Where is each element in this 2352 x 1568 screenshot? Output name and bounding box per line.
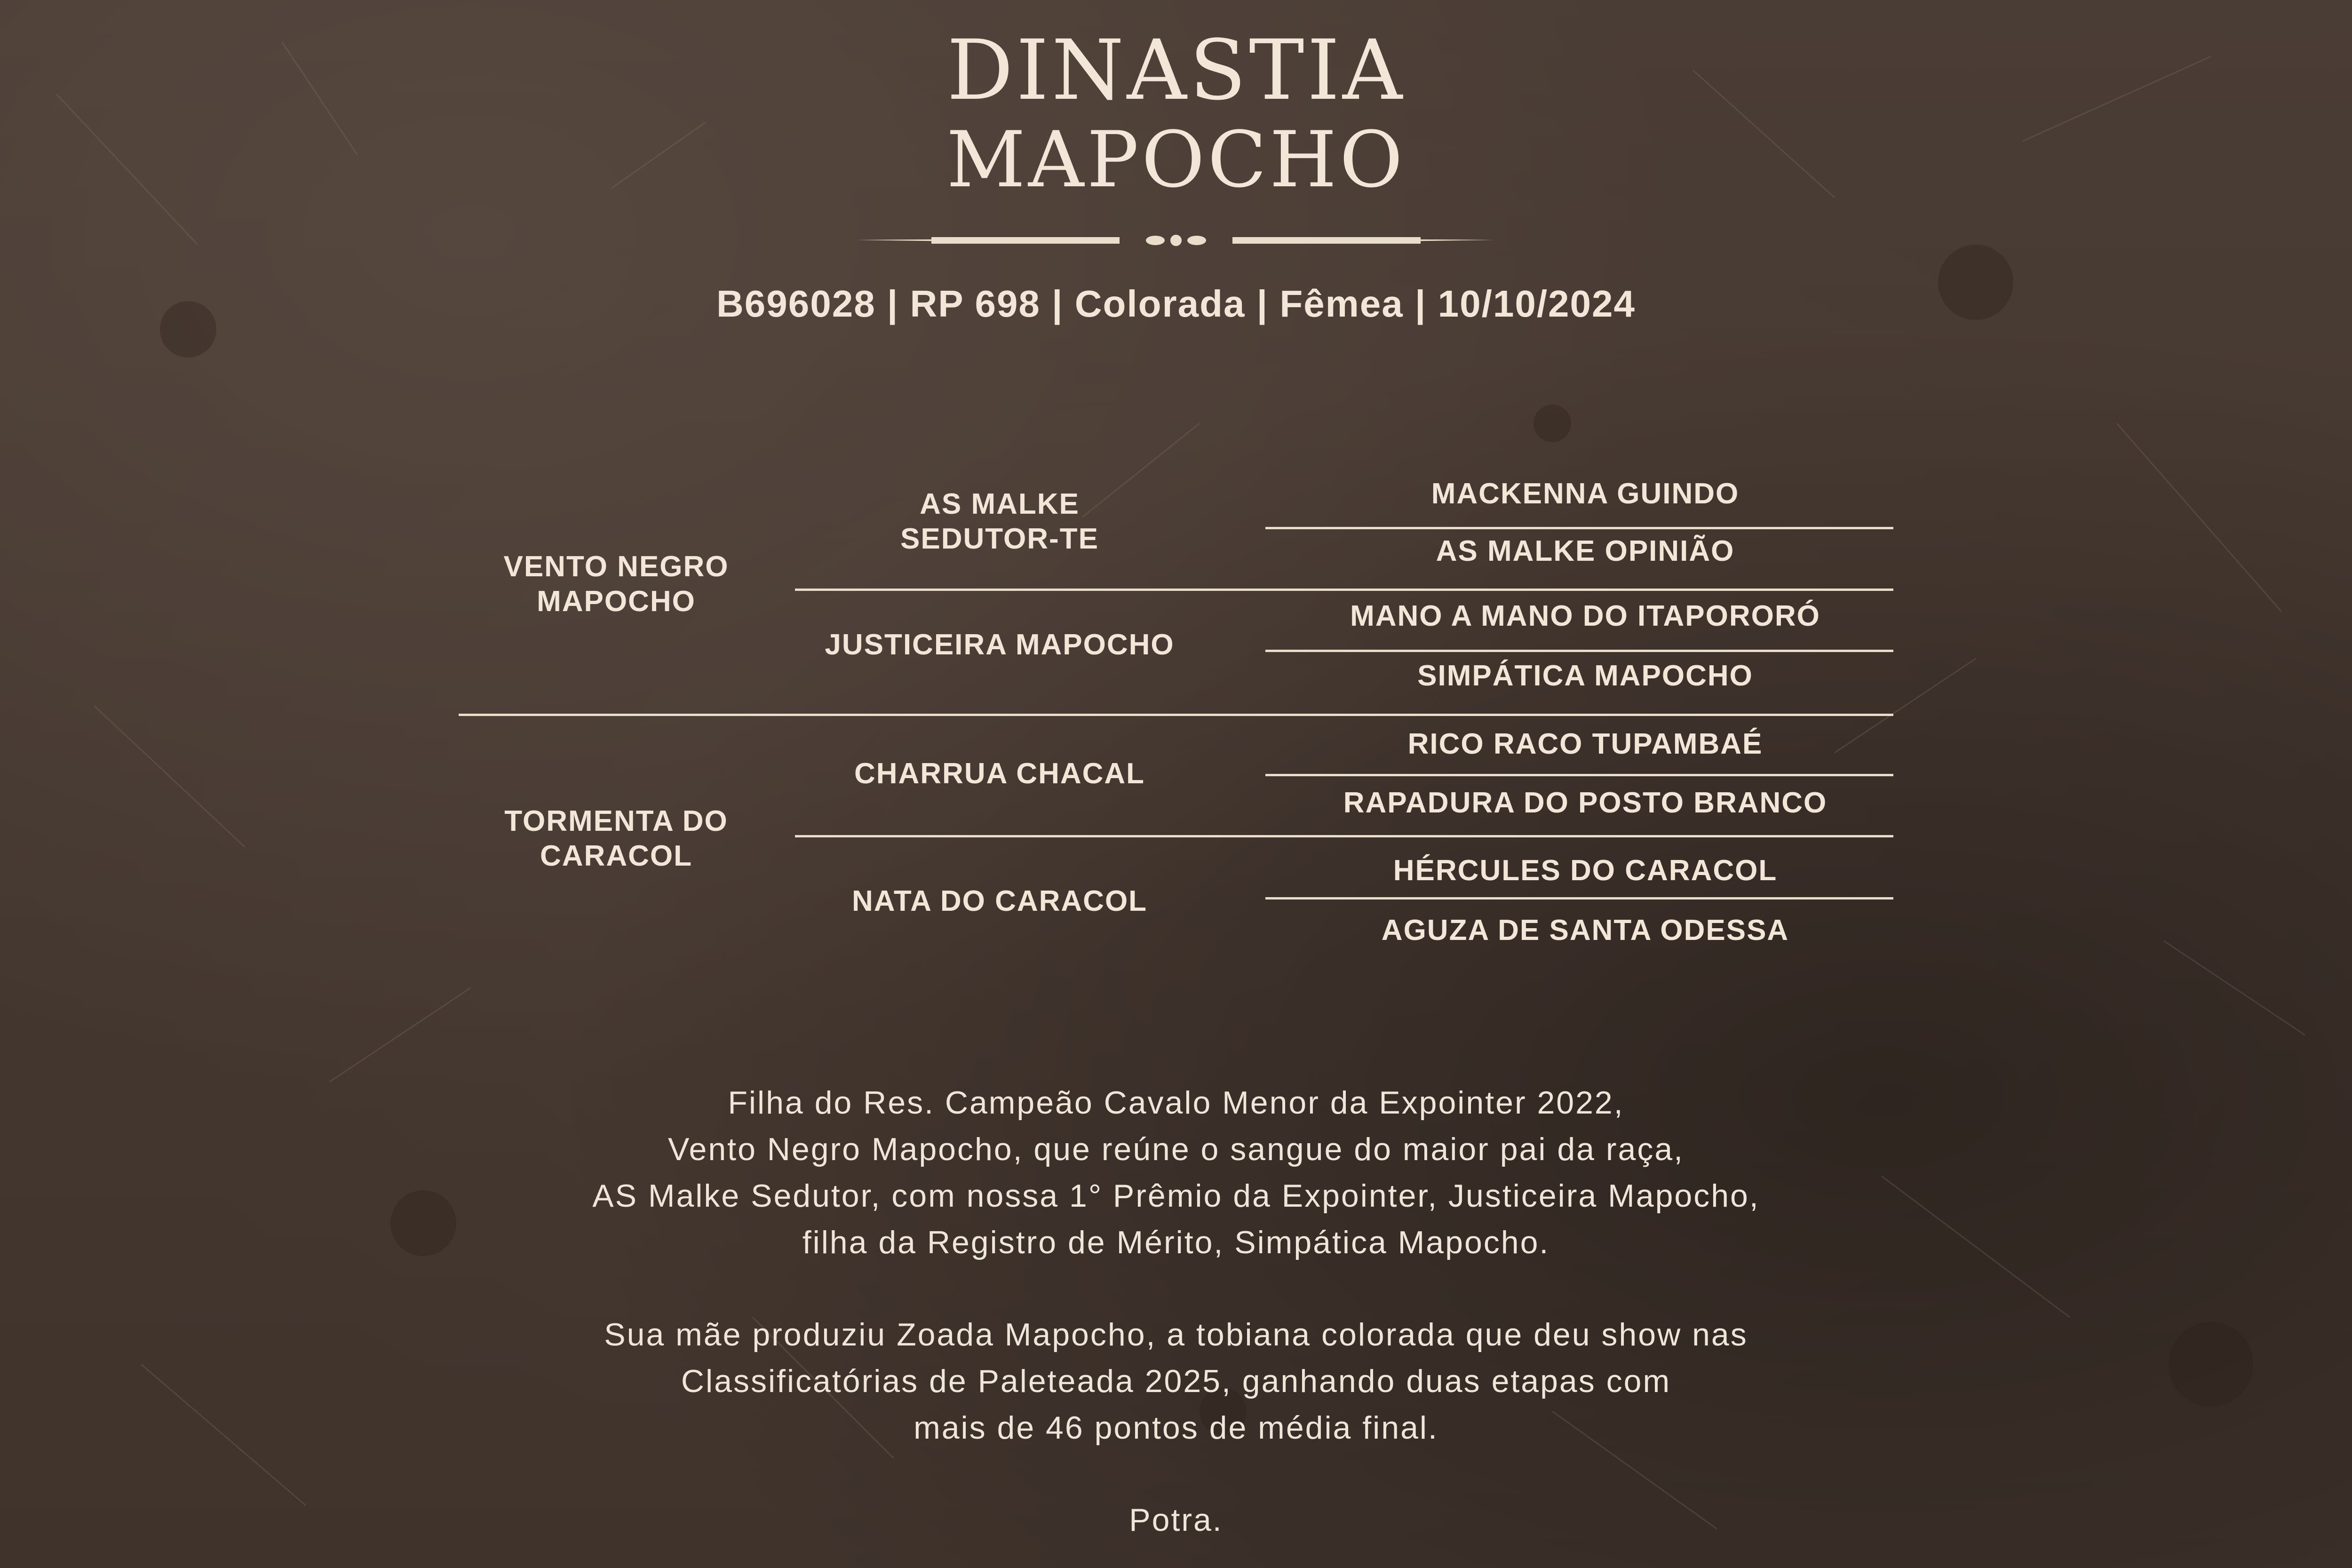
divider-line-main	[459, 714, 1893, 716]
dam-dam-name: NATA DO CARACOL	[851, 885, 1148, 917]
divider-line	[1265, 774, 1893, 776]
sire-name: VENTO NEGRO MAPOCHO	[503, 550, 729, 618]
registration-info: B696028 | RP 698 | Colorada | Fêmea | 10/10/2024	[716, 283, 1636, 325]
divider-line	[1265, 527, 1893, 529]
ancestor-4: SIMPÁTICA MAPOCHO	[1417, 660, 1753, 692]
closing-text: Potra.	[1129, 1502, 1223, 1538]
ancestor-1: MACKENNA GUINDO	[1431, 478, 1740, 510]
dam-name: TORMENTA DO CARACOL	[504, 805, 728, 872]
ornament-divider	[856, 226, 1496, 255]
description-line: Sua mãe produziu Zoada Mapocho, a tobiana colorada que deu show nas	[604, 1317, 1748, 1353]
ancestor-7: HÉRCULES DO CARACOL	[1393, 854, 1778, 887]
sire-sire-name: AS MALKE SEDUTOR-TE	[900, 488, 1099, 555]
ancestor-5: RICO RACO TUPAMBAÉ	[1407, 728, 1763, 760]
description-line: Vento Negro Mapocho, que reúne o sangue do maior pai da raça,	[667, 1131, 1685, 1167]
divider-line	[795, 589, 1893, 591]
description-line: mais de 46 pontos de média final.	[914, 1410, 1438, 1446]
description	[0, 1080, 2352, 1544]
description-line: Classificatórias de Paleteada 2025, ganhando duas etapas com	[681, 1363, 1671, 1399]
title-line-2: MAPOCHO	[946, 115, 1406, 205]
ancestor-3: MANO A MANO DO ITAPORORÓ	[1350, 600, 1820, 632]
divider-line	[1265, 897, 1893, 899]
ancestor-2: AS MALKE OPINIÃO	[1436, 535, 1735, 567]
ancestor-6: RAPADURA DO POSTO BRANCO	[1343, 787, 1828, 819]
description-line: Filha do Res. Campeão Cavalo Menor da Expointer 2022,	[728, 1085, 1624, 1121]
divider-line	[795, 835, 1893, 837]
ancestor-8: AGUZA DE SANTA ODESSA	[1381, 914, 1789, 947]
description-line: filha da Registro de Mérito, Simpática Mapocho.	[802, 1225, 1550, 1260]
sire-dam-name: JUSTICEIRA MAPOCHO	[825, 629, 1175, 661]
dam-sire-name: CHARRUA CHACAL	[854, 757, 1145, 790]
divider-line	[1265, 650, 1893, 652]
title-line-1: DINASTIA	[946, 22, 1406, 119]
description-line: AS Malke Sedutor, com nossa 1° Prêmio da Expointer, Justiceira Mapocho,	[592, 1178, 1760, 1214]
